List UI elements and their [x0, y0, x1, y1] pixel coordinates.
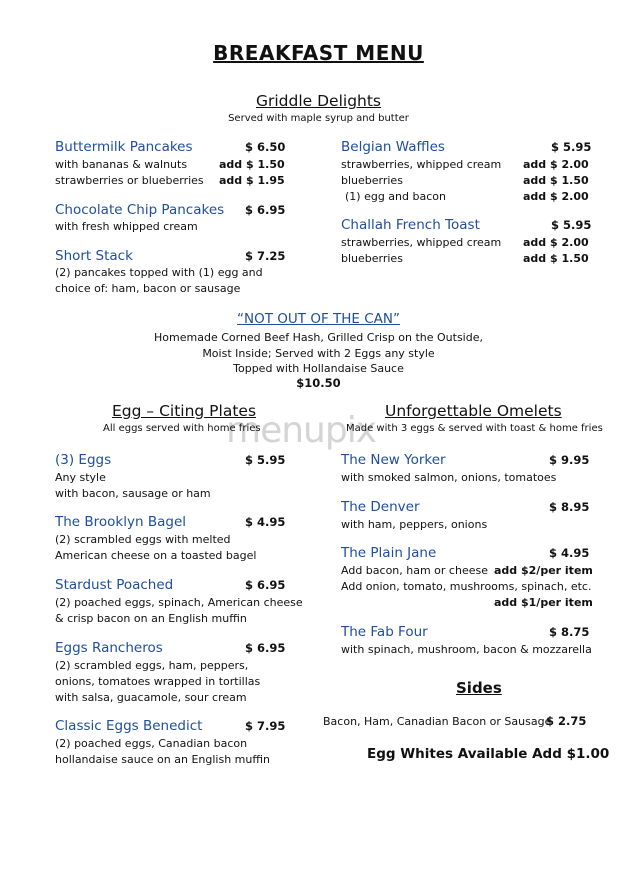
egg-item-description: & crisp bacon on an English muffin	[55, 612, 247, 625]
egg-item-name: Eggs Rancheros	[55, 640, 163, 656]
item-option-text: strawberries, whipped cream	[341, 236, 502, 249]
page-title: BREAKFAST MENU	[213, 41, 424, 65]
item-price-belgian-waffles: $ 5.95	[551, 140, 592, 154]
item-description: Add onion, tomato, mushrooms, spinach, etc.	[341, 580, 592, 593]
egg-item-description: (2) scrambled eggs, ham, peppers,	[55, 659, 249, 672]
section-heading-eggs: Egg – Citing Plates	[112, 402, 257, 420]
section-heading-griddle: Griddle Delights	[255, 92, 382, 110]
egg-item-description: with salsa, guacamole, sour cream	[55, 691, 247, 704]
section-subtitle-eggs: All eggs served with home fries	[103, 423, 261, 434]
egg-item-price: $ 6.95	[245, 641, 286, 655]
item-option-price: add $ 1.95	[219, 174, 285, 187]
item-option-price: add $ 2.00	[523, 190, 589, 203]
egg-item-description: (2) poached eggs, Canadian bacon	[55, 737, 248, 750]
item-price-fab-four: $ 8.75	[549, 625, 590, 639]
item-name-short-stack: Short Stack	[55, 248, 133, 264]
item-name-buttermilk: Buttermilk Pancakes	[55, 139, 193, 155]
egg-whites-note: Egg Whites Available Add $1.00	[367, 746, 610, 762]
item-description: with spinach, mushroom, bacon & mozzarella	[341, 643, 592, 656]
item-option-text: (1) egg and bacon	[345, 190, 446, 203]
item-option-text: blueberries	[341, 252, 403, 265]
item-price-plain-jane: $ 4.95	[549, 546, 590, 560]
item-option-text: strawberries or blueberries	[55, 174, 204, 187]
egg-item-name: Stardust Poached	[55, 577, 174, 593]
item-price-denver: $ 8.95	[549, 500, 590, 514]
item-price-challah: $ 5.95	[551, 218, 592, 232]
hash-price: $10.50	[296, 376, 341, 390]
hash-description: Moist Inside; Served with 2 Eggs any style	[202, 347, 435, 360]
item-option-price: add $ 2.00	[523, 158, 589, 171]
section-heading-omelets: Unforgettable Omelets	[385, 402, 562, 420]
egg-item-description: with bacon, sausage or ham	[55, 487, 211, 500]
item-name-fab-four: The Fab Four	[341, 624, 428, 640]
item-name-plain-jane: The Plain Jane	[341, 545, 437, 561]
egg-item-price: $ 7.95	[245, 719, 286, 733]
item-option-price: add $ 2.00	[523, 236, 589, 249]
item-price-short-stack: $ 7.25	[245, 249, 286, 263]
egg-item-price: $ 6.95	[245, 578, 286, 592]
item-price-chocolate-chip: $ 6.95	[245, 203, 286, 217]
egg-item-name: (3) Eggs	[55, 452, 112, 468]
item-description: with fresh whipped cream	[55, 220, 198, 233]
item-description: Add bacon, ham or cheese	[341, 564, 488, 577]
item-description: choice of: ham, bacon or sausage	[55, 282, 241, 295]
item-name-new-yorker: The New Yorker	[341, 452, 446, 468]
item-description: (2) pancakes topped with (1) egg and	[55, 266, 263, 279]
sides-price: $ 2.75	[546, 714, 587, 728]
item-name-challah: Challah French Toast	[341, 217, 480, 233]
egg-item-name: The Brooklyn Bagel	[55, 514, 186, 530]
item-option-text: with bananas & walnuts	[55, 158, 188, 171]
item-option-text: blueberries	[341, 174, 403, 187]
item-option-price: add $1/per item	[494, 596, 593, 609]
item-price-new-yorker: $ 9.95	[549, 453, 590, 467]
egg-item-description: (2) scrambled eggs with melted	[55, 533, 231, 546]
section-subtitle-griddle: Served with maple syrup and butter	[228, 113, 409, 124]
item-name-belgian-waffles: Belgian Waffles	[341, 139, 445, 155]
egg-item-description: hollandaise sauce on an English muffin	[55, 753, 270, 766]
hash-description: Topped with Hollandaise Sauce	[233, 362, 404, 375]
item-option-price: add $2/per item	[494, 564, 593, 577]
item-price-buttermilk: $ 6.50	[245, 140, 286, 154]
egg-item-description: onions, tomatoes wrapped in tortillas	[55, 675, 261, 688]
egg-item-price: $ 4.95	[245, 515, 286, 529]
item-name-denver: The Denver	[341, 499, 420, 515]
item-option-price: add $ 1.50	[219, 158, 285, 171]
egg-item-description: American cheese on a toasted bagel	[55, 549, 257, 562]
egg-item-description: (2) poached eggs, spinach, American cheese	[55, 596, 303, 609]
egg-item-price: $ 5.95	[245, 453, 286, 467]
section-heading-sides: Sides	[456, 679, 502, 697]
menupix-watermark: menupix	[226, 410, 377, 451]
egg-item-name: Classic Eggs Benedict	[55, 718, 203, 734]
hash-description: Homemade Corned Beef Hash, Grilled Crisp on the Outside,	[154, 331, 483, 344]
item-name-chocolate-chip: Chocolate Chip Pancakes	[55, 202, 225, 218]
section-subtitle-omelets: Made with 3 eggs & served with toast & home fries	[346, 423, 603, 434]
item-option-price: add $ 1.50	[523, 174, 589, 187]
item-description: with smoked salmon, onions, tomatoes	[341, 471, 557, 484]
sides-description: Bacon, Ham, Canadian Bacon or Sausage	[323, 715, 552, 728]
item-option-price: add $ 1.50	[523, 252, 589, 265]
egg-item-description: Any style	[55, 471, 106, 484]
item-option-text: strawberries, whipped cream	[341, 158, 502, 171]
item-description: with ham, peppers, onions	[341, 518, 488, 531]
section-heading-hash: “NOT OUT OF THE CAN”	[237, 311, 400, 327]
